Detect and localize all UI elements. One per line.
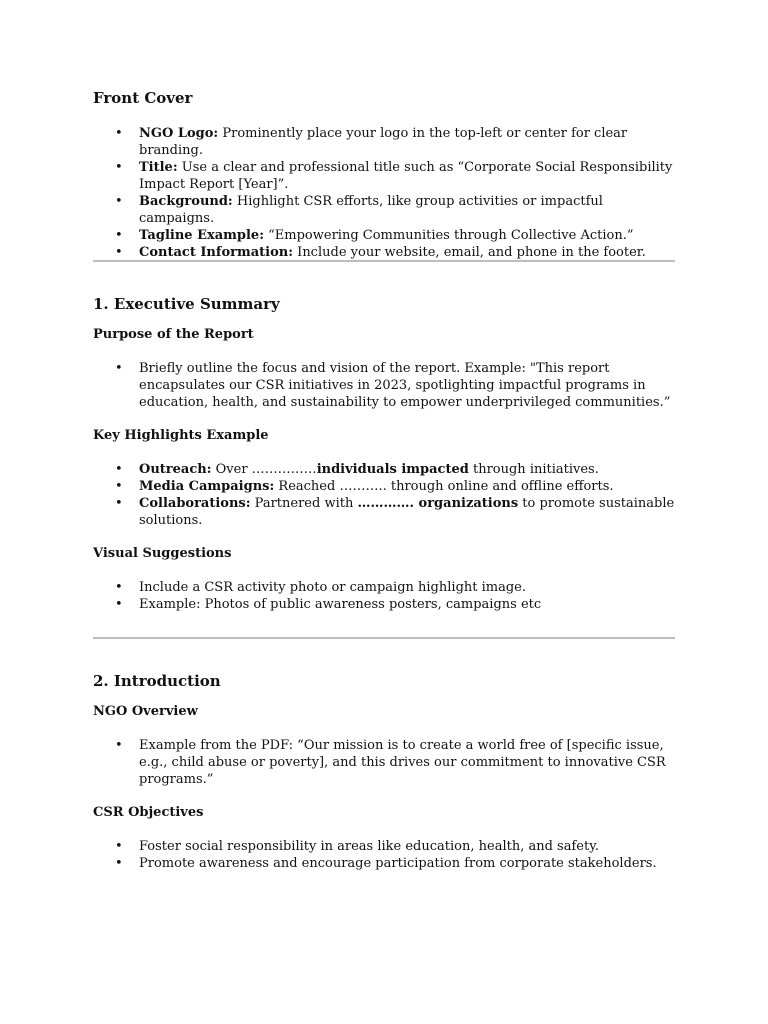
visual-suggestions-list bbox=[93, 579, 675, 613]
list-item: • NGO Logo: Prominently place your logo in the top-left or center for clear branding. bbox=[139, 125, 675, 159]
purpose-heading: Purpose of the Report bbox=[93, 327, 254, 342]
list-item: • Include a CSR activity photo or campaign highlight image. bbox=[139, 579, 675, 596]
list-item: • Media Campaigns: Reached ……….. through online and offline efforts. bbox=[139, 478, 675, 495]
csr-objectives-list bbox=[93, 838, 675, 872]
list-item: • Title: Use a clear and professional title such as “Corporate Social Responsibility Impact Report [Year]”. bbox=[139, 159, 675, 193]
introduction-section bbox=[93, 669, 675, 872]
executive-summary-section bbox=[93, 292, 675, 613]
purpose-list bbox=[93, 360, 675, 411]
list-item: • Example from the PDF: “Our mission is to create a world free of [specific issue, e.g., child abuse or poverty], and this drives our commitment to innovative CSR programs.” bbox=[139, 737, 675, 788]
visual-suggestions-heading: Visual Suggestions bbox=[93, 546, 232, 561]
list-item: • Promote awareness and encourage participation from corporate stakeholders. bbox=[139, 855, 675, 872]
section-divider bbox=[93, 260, 675, 262]
list-item: • Background: Highlight CSR efforts, like group activities or impactful campaigns. bbox=[139, 193, 675, 227]
list-item: • Example: Photos of public awareness posters, campaigns etc bbox=[139, 596, 675, 613]
front-cover-list bbox=[93, 125, 675, 261]
ngo-overview-heading: NGO Overview bbox=[93, 704, 198, 719]
list-item: • Briefly outline the focus and vision of the report. Example: "This report encapsulates our CSR initiatives in 2023, spotlighting impactful programs in education, health, and sustainability to empower underprivileged communities.” bbox=[139, 360, 675, 411]
section-divider bbox=[93, 637, 675, 639]
list-item: • Tagline Example: “Empowering Communities through Collective Action.” bbox=[139, 227, 675, 244]
front-cover-section bbox=[93, 86, 675, 261]
highlights-heading: Key Highlights Example bbox=[93, 428, 269, 443]
executive-summary-heading: 1. Executive Summary bbox=[93, 295, 280, 313]
front-cover-heading: Front Cover bbox=[93, 89, 193, 107]
list-item: • Outreach: Over ……………individuals impacted through initiatives. bbox=[139, 461, 675, 478]
list-item: • Collaborations: Partnered with …………. organizations to promote sustainable solutions. bbox=[139, 495, 675, 529]
highlights-list bbox=[93, 461, 675, 529]
csr-objectives-heading: CSR Objectives bbox=[93, 805, 204, 820]
list-item: • Contact Information: Include your website, email, and phone in the footer. bbox=[139, 244, 675, 261]
ngo-overview-list bbox=[93, 737, 675, 788]
introduction-heading: 2. Introduction bbox=[93, 672, 221, 690]
list-item: • Foster social responsibility in areas like education, health, and safety. bbox=[139, 838, 675, 855]
